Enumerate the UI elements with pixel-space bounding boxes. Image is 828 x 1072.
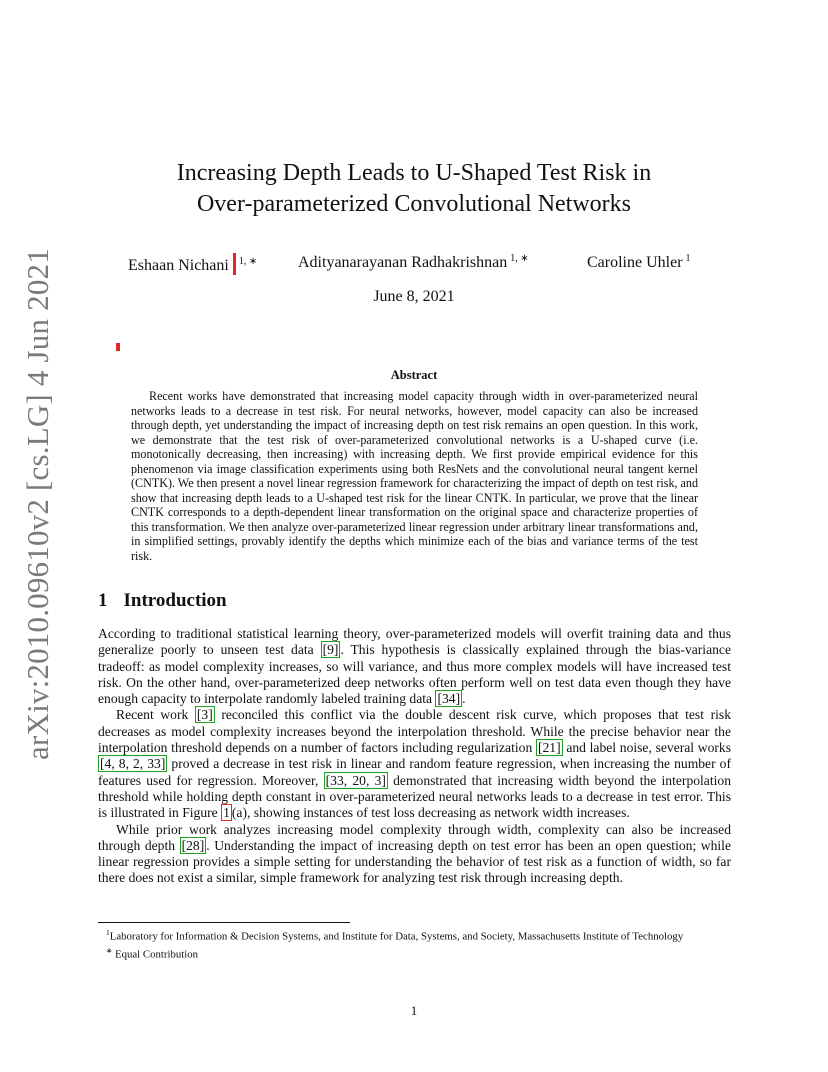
citation-link[interactable]: [9] <box>322 642 339 658</box>
author-1 <box>128 253 257 275</box>
citation-link[interactable]: [28] <box>181 837 205 853</box>
citation-link[interactable]: [33, 20, 3] <box>325 772 386 788</box>
text-run: proved a decrease in test risk in linear and random feature regression, when increasing the number of features used for regression. Moreover, <box>98 756 731 788</box>
text-run: reconciled this conflict via the double descent risk curve, which proposes that test risk decreases as model complexity increases beyond the interpolation threshold. While the precise behavior near the interpolation threshold depends on a number of factors including regularization <box>98 707 731 756</box>
section-number: 1 <box>98 590 108 611</box>
author-list <box>0 253 828 275</box>
text-run: According to traditional statistical learning theory, over-parameterized models will overfit training data and thus generalize poorly to unseen test data <box>98 626 731 658</box>
text-run: While prior work analyzes increasing model complexity through width, complexity can also be increased through depth <box>98 821 731 853</box>
footnote-mark: 1 <box>106 928 110 937</box>
intro-paragraph-1 <box>98 626 731 707</box>
citation-link[interactable]: [21] <box>537 740 561 756</box>
title-line-1: Increasing Depth Leads to U-Shaped Test Risk in <box>176 160 652 186</box>
abstract-heading: Abstract <box>390 368 438 382</box>
introduction-body <box>98 626 731 887</box>
author-name: Eshaan Nichani <box>128 257 229 274</box>
paper-title <box>100 158 728 220</box>
author-name: Adityanarayanan Radhakrishnan <box>298 254 508 271</box>
text-run: Recent work <box>116 707 195 723</box>
highlight-mark <box>233 253 236 275</box>
text-run: (a), showing instances of test loss decreasing as network width increases. <box>231 805 630 821</box>
abstract-body: Recent works have demonstrated that increasing model capacity through width in over-parameterized neural networks leads to a decrease in test risk. For neural networks, however, model capacity can also be increased through depth, yet understanding the impact of increasing depth on test risk remains an open question. In this work, we demonstrate that the test risk of over-parameterized convolutional networks is a U-shaped curve (i.e. monotonically decreasing, then increasing) with increasing depth. We first provide empirical evidence for this phenomenon via image classification experiments using both ResNets and the convolutional neural tangent kernel (CNTK). We then present a novel linear regression framework for characterizing the impact of depth on test risk, and show that increasing depth leads to a U-shaped test risk for the linear CNTK. In particular, we prove that the linear CNTK corresponds to a depth-dependent linear transformation on the original space and characterize properties of this transformation. We then analyze over-parameterized linear regression under arbitrary linear transformations and, in simplified settings, provably identify the depths which minimize each of the bias and variance terms of the test risk. <box>131 389 699 563</box>
citation-link[interactable]: [3] <box>196 707 213 723</box>
section-heading <box>98 590 227 612</box>
arxiv-identifier: arXiv:2010.09610v2 [cs.LG] 4 Jun 2021 <box>20 248 55 760</box>
footnote-mark: ∗ <box>106 945 113 955</box>
highlight-mark <box>116 343 120 351</box>
footnotes <box>98 926 731 961</box>
text-run: and label noise, several works <box>562 740 731 756</box>
author-affiliation: 1 <box>685 253 691 264</box>
citation-link[interactable]: [34] <box>437 691 461 707</box>
text-run: . This hypothesis is classically explained through the bias-variance tradeoff: as model complexity increases, so will variance, and thus more complex models will have increased test risk. On the other hand, over-parameterized deep networks often perform well on test data even though they have enough capacity to interpolate randomly labeled training data <box>98 642 731 707</box>
author-affiliation: 1, ∗ <box>510 253 529 264</box>
text-run: demonstrated that increasing width beyond the interpolation threshold while holding depth constant in over-parameterized neural networks leads to a decrease in test error. This is illustrated in Figure <box>98 772 731 821</box>
text-run: . <box>462 691 466 707</box>
publication-date: June 8, 2021 <box>373 288 455 305</box>
author-affiliation: 1, ∗ <box>238 256 258 267</box>
footnote-affiliation <box>98 926 731 944</box>
citation-link[interactable]: [4, 8, 2, 33] <box>100 756 166 772</box>
footnote-divider <box>98 922 350 923</box>
author-2 <box>298 253 529 272</box>
author-3 <box>587 253 691 272</box>
footnote-text: Laboratory for Information & Decision Systems, and Institute for Data, Systems, and Society, Massachusetts Institute of Technology <box>109 930 684 943</box>
intro-paragraph-2 <box>98 707 731 821</box>
author-name: Caroline Uhler <box>587 254 683 271</box>
figure-reference-link[interactable]: 1 <box>223 805 230 821</box>
intro-paragraph-3 <box>98 822 731 887</box>
footnote-text: Equal Contribution <box>112 948 199 961</box>
section-title: Introduction <box>123 590 227 611</box>
title-line-2: Over-parameterized Convolutional Networks <box>196 191 632 217</box>
text-run: . Understanding the impact of increasing depth on test error has been an open question; while linear regression provides a simple setting for understanding the behavior of test risk as a function of width, so far there does not exist a similar, simple framework for analyzing test risk through increasing depth. <box>98 837 731 886</box>
footnote-equal-contribution <box>98 944 731 962</box>
page-number: 1 <box>410 1003 418 1018</box>
